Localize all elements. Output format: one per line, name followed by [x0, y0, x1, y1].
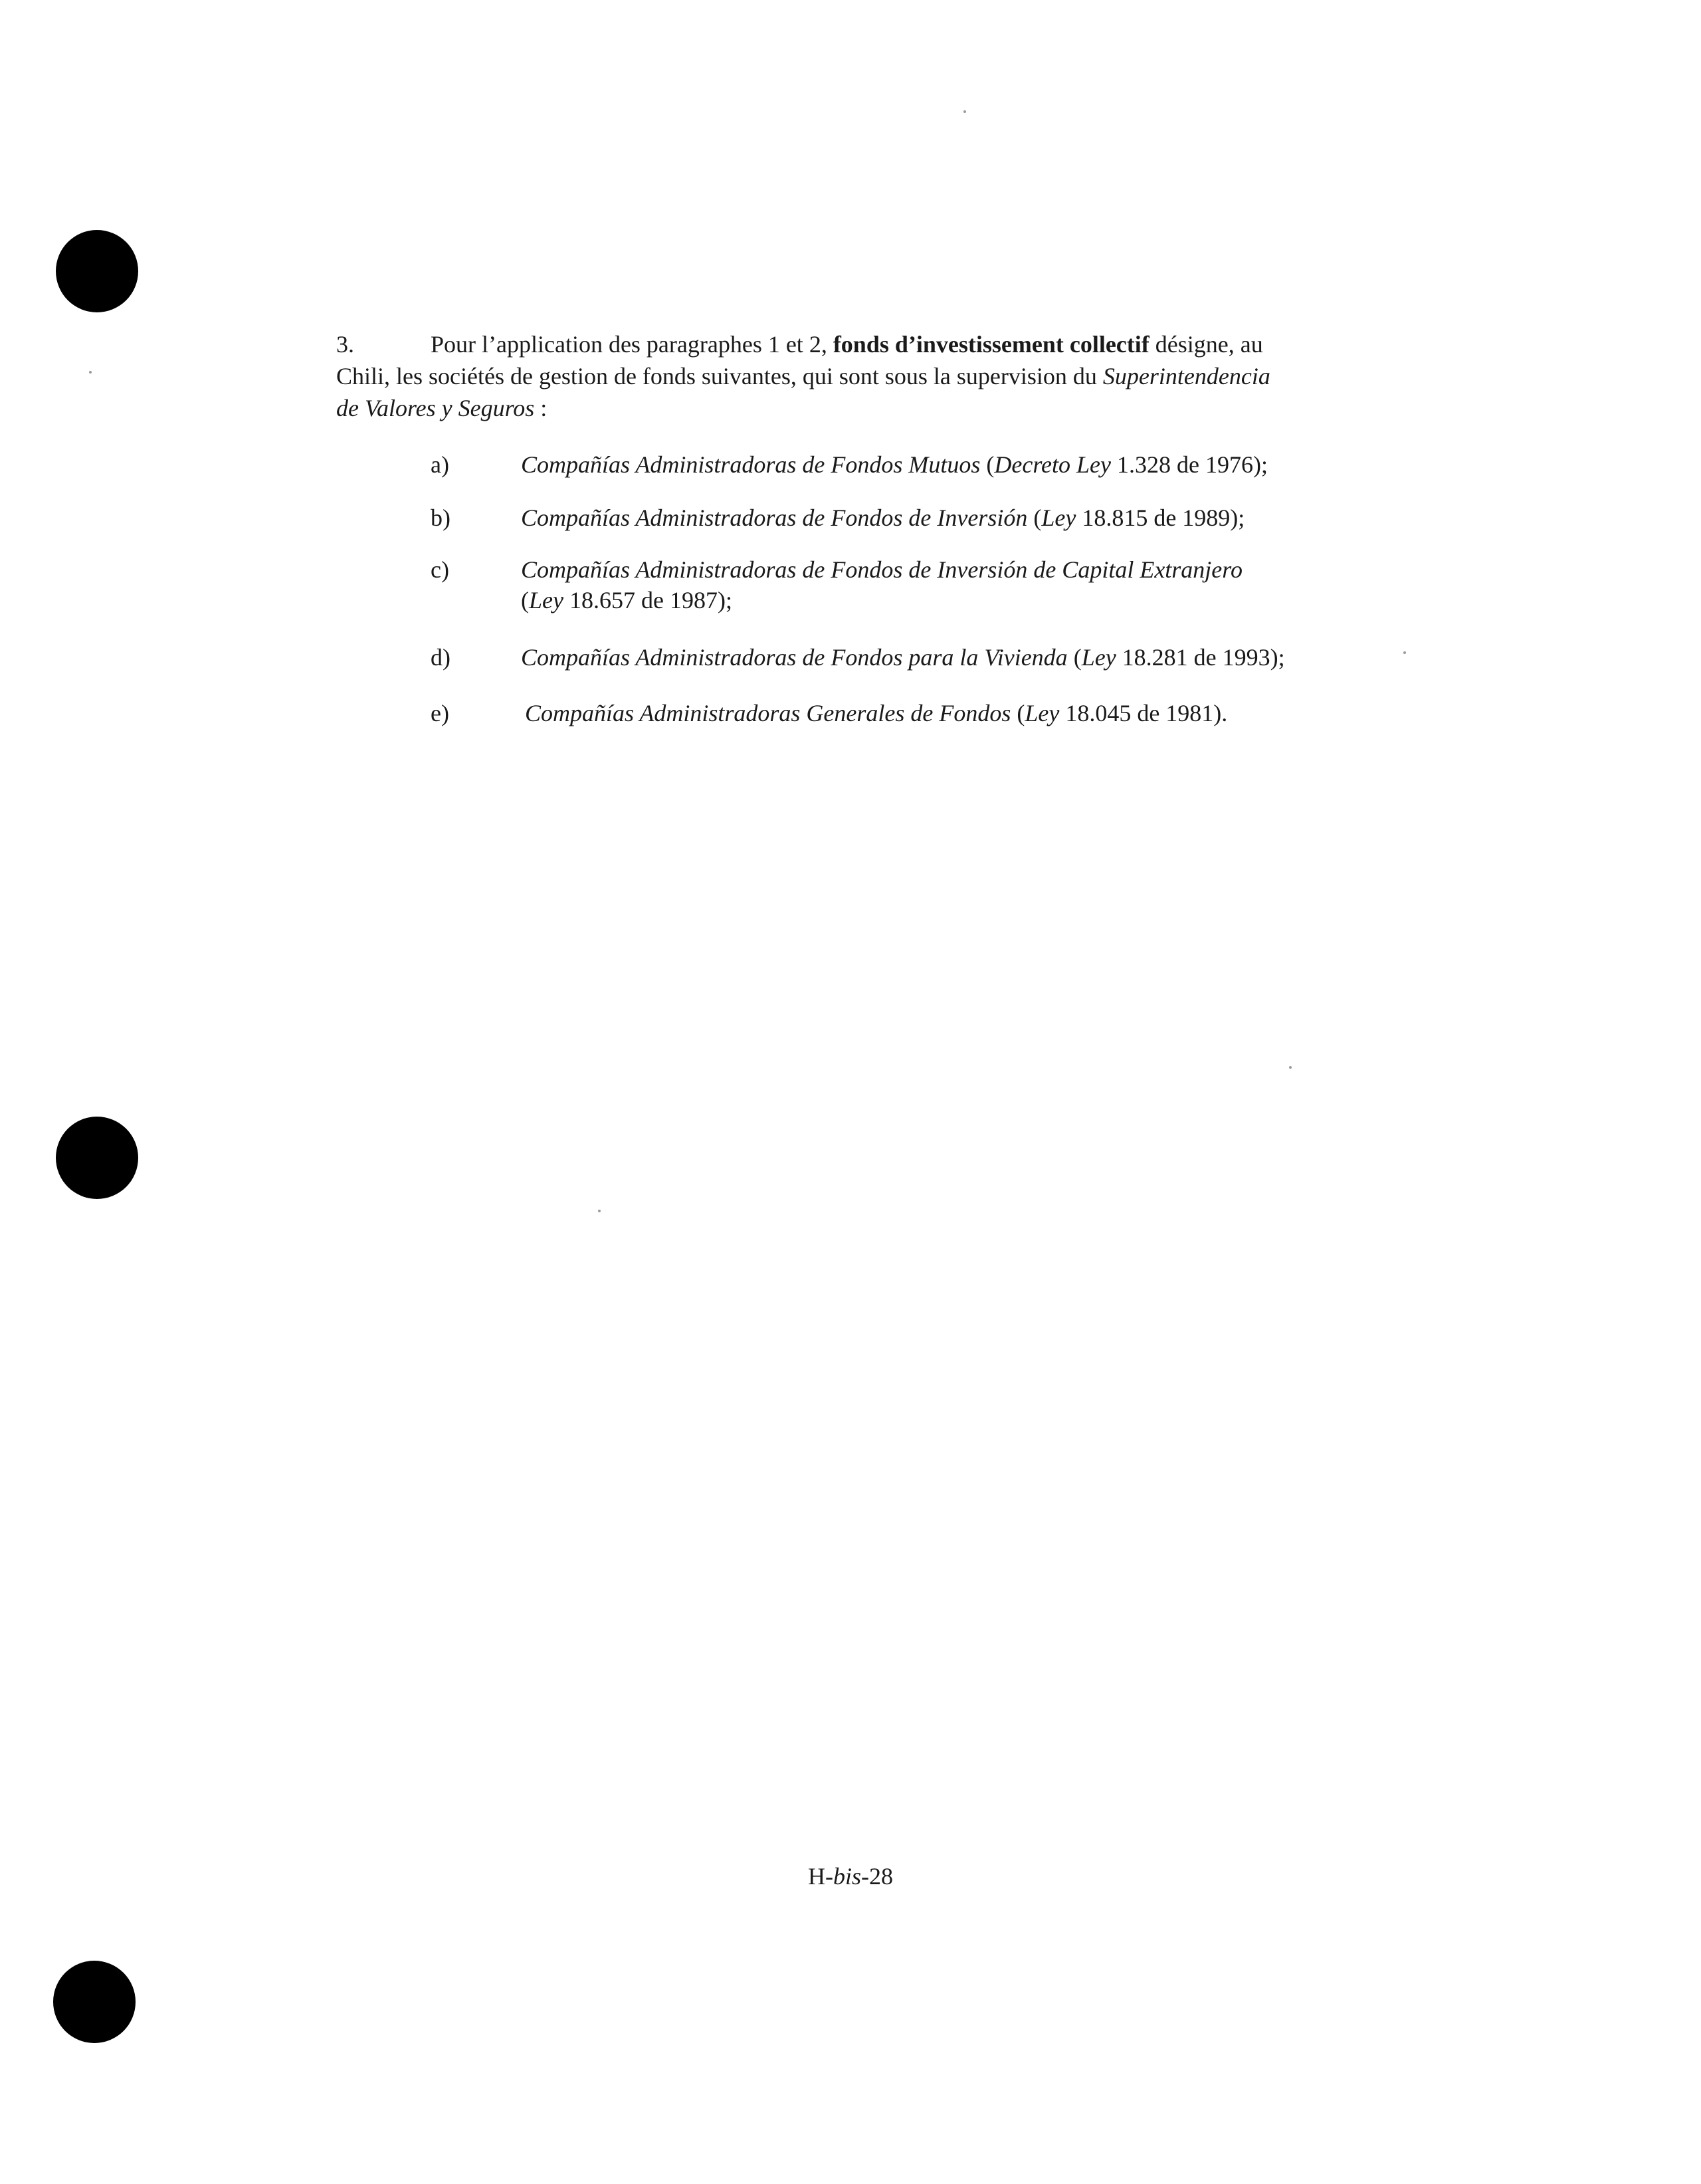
paren: (: [1067, 644, 1082, 671]
paren: (: [521, 587, 529, 613]
list-label: a): [431, 451, 449, 478]
law-reference: 1.328 de 1976);: [1110, 451, 1268, 478]
company-type: Compañías Administradoras Generales de Fondos: [525, 700, 1011, 726]
paragraph-line-2: [336, 360, 1379, 392]
paragraph-text: désigne, au: [1149, 331, 1263, 358]
law-type: Decreto Ley: [994, 451, 1111, 478]
list-text: [521, 449, 1451, 480]
list-text: [521, 554, 1451, 615]
law-type: Ley: [529, 587, 563, 613]
scan-speck: [598, 1210, 601, 1212]
paren: (: [980, 451, 995, 478]
paragraph-number: 3.: [336, 331, 354, 358]
company-type: Compañías Administradoras de Fondos para la Vivienda: [521, 644, 1068, 671]
law-type: Ley: [1081, 644, 1116, 671]
punch-hole-middle: [56, 1117, 138, 1199]
agency-name: de Valores y Seguros: [336, 395, 535, 421]
page-number: [784, 1861, 917, 1892]
punch-hole-bottom: [53, 1961, 136, 2043]
paren: (: [1011, 700, 1025, 726]
law-type: Ley: [1025, 700, 1060, 726]
company-type: Compañías Administradoras de Fondos de Inversión: [521, 504, 1028, 531]
page-number-prefix: H-: [807, 1863, 833, 1890]
paragraph-text: Pour l’application des paragraphes 1 et 2,: [431, 331, 833, 358]
law-reference: 18.815 de 1989);: [1076, 504, 1245, 531]
list-text: [521, 642, 1451, 673]
list-text: [521, 502, 1451, 533]
list-label: c): [431, 556, 449, 583]
scan-speck: [963, 110, 966, 113]
agency-name: Superintendencia: [1102, 363, 1270, 389]
scan-speck: [89, 371, 92, 374]
list-label: b): [431, 504, 450, 531]
defined-term: fonds d’investissement collectif: [833, 331, 1150, 358]
paragraph-text: Chili, les sociétés de gestion de fonds suivantes, qui sont sous la supervision du: [336, 363, 1103, 389]
list-label: e): [431, 700, 449, 726]
company-type: Compañías Administradoras de Fondos de Inversión de Capital Extranjero: [521, 556, 1243, 583]
page-number-italic: bis: [833, 1863, 861, 1890]
paragraph-3: [336, 328, 1379, 424]
punch-hole-top: [56, 230, 138, 312]
paragraph-line-1: [336, 328, 1379, 360]
list-label: d): [431, 644, 450, 671]
law-type: Ley: [1041, 504, 1076, 531]
list-text: [525, 698, 1455, 728]
paren: (: [1027, 504, 1042, 531]
paragraph-line-3: [336, 392, 1379, 424]
company-type: Compañías Administradoras de Fondos Mutuos: [521, 451, 981, 478]
law-reference: 18.045 de 1981).: [1059, 700, 1228, 726]
page-number-suffix: -28: [861, 1863, 893, 1890]
law-reference: 18.281 de 1993);: [1116, 644, 1285, 671]
law-reference: 18.657 de 1987);: [563, 587, 732, 613]
paragraph-text: :: [534, 395, 548, 421]
scan-speck: [1289, 1066, 1292, 1069]
